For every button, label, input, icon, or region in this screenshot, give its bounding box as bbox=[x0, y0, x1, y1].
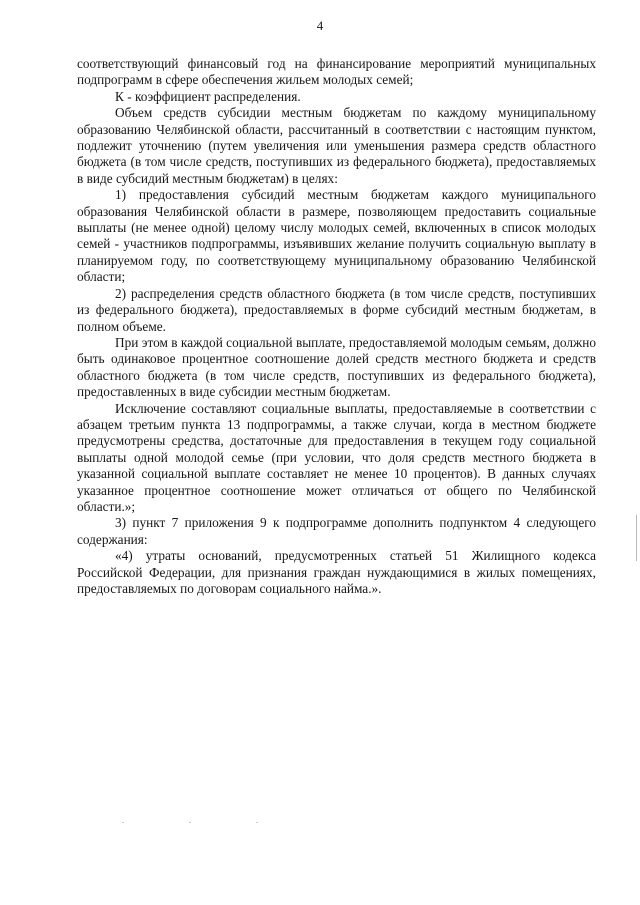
scan-speck bbox=[256, 822, 258, 823]
scan-edge-mark bbox=[636, 515, 637, 561]
paragraph-item-3: 3) пункт 7 приложения 9 к подпрограмме дополнить подпунктом 4 следующего содержания: bbox=[77, 515, 596, 547]
paragraph-item-1: 1) предоставления субсидий местным бюджетам каждого муниципального образования Челябинской области в размере, позволяющем предоставить социальные выплаты (не менее одной) целому числу молодых семей, включенных в список молодых семей - участников подпрограммы, изъявивших желание получить социальную выплату в планируемом году, по соответствующему муниципальному образованию Челябинской области; bbox=[77, 187, 596, 285]
scan-speck bbox=[122, 822, 124, 823]
page-number: 4 bbox=[316, 18, 324, 33]
scan-speck bbox=[189, 822, 191, 823]
paragraph-equal-ratio: При этом в каждой социальной выплате, предоставляемой молодым семьям, должно быть одинаковое процентное соотношение долей средств местного бюджета и средств областного бюджета (в том числе средств, поступивших из федерального бюджета), предоставленных в виде субсидии местным бюджетам. bbox=[77, 334, 596, 400]
paragraph-subsidy-volume: Объем средств субсидии местным бюджетам по каждому муниципальному образованию Челябинской области, рассчитанный в соответствии с настоящим пунктом, подлежит уточнению (путем увеличения или уменьшения размера средств областного бюджета (в том числе средств, поступивших из федерального бюджета), предоставляемых в виде субсидий местным бюджетам) в целях: bbox=[77, 105, 596, 186]
paragraph-continuation: соответствующий финансовый год на финансирование мероприятий муниципальных подпрограмм в сфере обеспечения жильем молодых семей; bbox=[77, 56, 596, 88]
document-body bbox=[77, 56, 596, 597]
paragraph-coefficient: К - коэффициент распределения. bbox=[115, 88, 301, 104]
paragraph-item-2: 2) распределения средств областного бюджета (в том числе средств, поступивших из федерального бюджета), предоставляемых в форме субсидий местным бюджетам, в полном объеме. bbox=[77, 285, 596, 334]
paragraph-quote-item-4: «4) утраты оснований, предусмотренных статьей 51 Жилищного кодекса Российской Федерации, для признания граждан нуждающимися в жилых помещениях, предоставляемых по договорам социального найма.». bbox=[77, 548, 596, 596]
paragraph-exception: Исключение составляют социальные выплаты, предоставляемые в соответствии с абзацем третьим пункта 13 подпрограммы, а также случаи, когда в местном бюджете предусмотрены средства, достаточные для предоставления в текущем году социальной выплаты одной молодой семье (при условии, что доля средств местного бюджета в указанной социальной выплате составляет не менее 10 процентов). В данных случаях указанное процентное соотношение может отличаться от общего по Челябинской области.»; bbox=[77, 400, 596, 514]
